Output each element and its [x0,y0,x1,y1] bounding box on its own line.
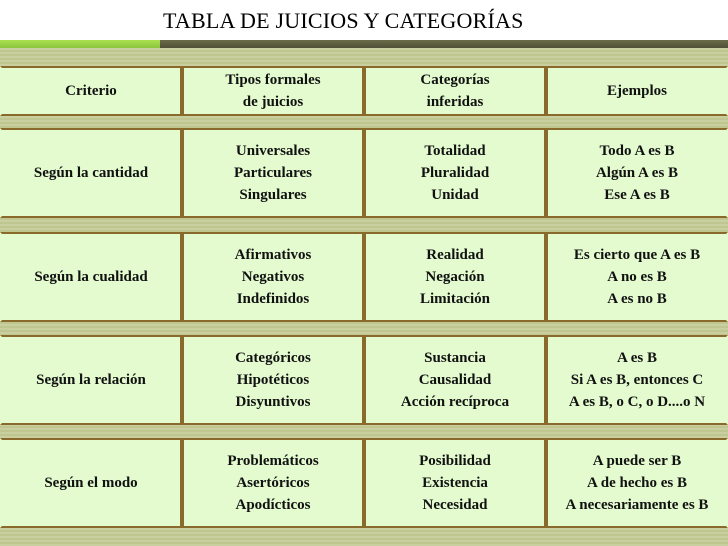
ejemplo-item: A es no B [607,291,667,307]
page-title: TABLA DE JUICIOS Y CATEGORÍAS [163,8,524,33]
header-tipos [182,66,364,116]
categorias-cell [364,128,546,218]
ejemplo-item: A no es B [607,269,667,285]
categoria-item: Unidad [431,187,479,203]
tipo-item: Singulares [239,187,307,203]
tipo-item: Afirmativos [234,247,312,263]
categoria-item: Causalidad [418,372,492,388]
ejemplo-item: A necesariamente es B [565,497,709,513]
categoria-item: Totalidad [424,143,486,159]
ejemplo-item: A puede ser B [592,453,682,469]
header-ejemplos-label: Ejemplos [607,83,667,99]
ejemplos-cell [546,232,728,322]
ejemplos-cell [546,335,728,425]
criterio-label: Según la relación [36,372,146,388]
ejemplo-item: Es cierto que A es B [573,247,701,263]
header-categorias [364,66,546,116]
table-row [0,335,728,425]
table-row [0,438,728,528]
header-categorias-line: Categorías [420,72,490,88]
tipos-cell [182,232,364,322]
tipo-item: Disyuntivos [235,394,311,410]
criterio-cell [0,335,182,425]
ejemplo-item: Si A es B, entonces C [570,372,704,388]
tipo-item: Problemáticos [227,453,319,469]
tipo-item: Hipotéticos [236,372,310,388]
header-row [0,66,728,116]
tipo-item: Apodícticos [235,497,311,513]
ejemplo-item: Algún A es B [595,165,679,181]
header-tipos-line: Tipos formales [225,72,321,88]
ejemplo-item: A es B [616,350,657,366]
categoria-item: Acción recíproca [400,394,510,410]
ejemplo-item: A de hecho es B [586,475,687,491]
criterio-label: Según el modo [44,475,138,491]
tipo-item: Particulares [233,165,313,181]
tipos-cell [182,335,364,425]
categoria-item: Limitación [420,291,490,307]
categoria-item: Posibilidad [419,453,491,469]
table-row [0,128,728,218]
ejemplos-cell [546,128,728,218]
header-criterio [0,66,182,116]
categoria-item: Realidad [426,247,484,263]
categoria-item: Necesidad [422,497,488,513]
tipo-item: Asertóricos [236,475,310,491]
categoria-item: Negación [425,269,485,285]
tipo-item: Indefinidos [236,291,310,307]
header-criterio-label: Criterio [65,83,117,99]
criterio-cell [0,438,182,528]
criterio-cell [0,128,182,218]
tipos-cell [182,438,364,528]
categoria-item: Pluralidad [420,165,490,181]
header-tipos-line: de juicios [242,94,304,110]
ejemplo-item: Todo A es B [599,143,675,159]
table-row [0,232,728,322]
criterio-cell [0,232,182,322]
categorias-cell [364,232,546,322]
tipo-item: Negativos [241,269,305,285]
ejemplo-item: A es B, o C, o D....o N [568,394,706,410]
header-ejemplos [546,66,728,116]
tipo-item: Universales [235,143,311,159]
ejemplos-cell [546,438,728,528]
categoria-item: Existencia [422,475,488,491]
categorias-cell [364,438,546,528]
criterio-label: Según la cualidad [34,269,148,285]
tipo-item: Categóricos [235,350,311,366]
tipos-cell [182,128,364,218]
categorias-cell [364,335,546,425]
criterio-label: Según la cantidad [33,165,149,181]
categoria-item: Sustancia [424,350,486,366]
ejemplo-item: Ese A es B [604,187,670,203]
header-categorias-line: inferidas [426,94,484,110]
